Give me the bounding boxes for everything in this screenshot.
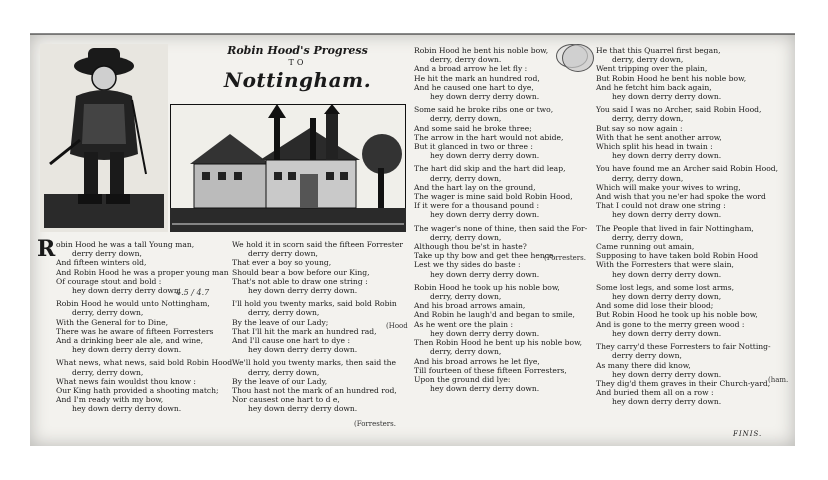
verse-line: And some did lose their blood; xyxy=(596,301,714,311)
verse-line: But it glanced in two or three : xyxy=(414,142,533,152)
verse-line: And the hart lay on the ground, xyxy=(414,182,536,192)
verse-line: hey down derry derry down. xyxy=(612,151,722,161)
verse-line: And buried them all on a row : xyxy=(596,388,714,398)
verse-line: You said I was no Archer, said Robin Hood, xyxy=(596,105,762,115)
verse-line: Thou hast not the mark of an hundred rod, xyxy=(232,386,397,396)
verse-line: hey down derry derry down. xyxy=(612,397,722,407)
verse-line: derry, derry down, xyxy=(430,173,502,183)
margin-note-forresters-1: (Forresters. xyxy=(354,420,396,428)
verse-line: And I'll cause one hart to dye : xyxy=(232,336,351,346)
verse-line: hey down derry derry down. xyxy=(612,269,722,279)
verse-line: There was he aware of fifteen Forresters xyxy=(56,326,214,336)
verse-line: Of courage stout and bold : xyxy=(56,276,162,286)
verse-line: We hold it in scorn said the fifteen Forrester xyxy=(232,240,403,249)
title-line-3: Nottingham. xyxy=(223,68,372,92)
verse-line: By the leave of our Lady, xyxy=(232,376,328,386)
verse-line: derry derry down, xyxy=(248,249,318,259)
verse-line: obin Hood he was a tall Young man, xyxy=(56,240,195,249)
handwritten-note: 4.5 / 4.7 xyxy=(176,288,210,297)
verse-line: That's not able to draw one string : xyxy=(232,276,368,286)
margin-note-ham: (ham. xyxy=(768,376,789,384)
margin-note-hood: (Hood xyxy=(386,322,408,330)
verse-line: And his broad arrows he let flye, xyxy=(414,356,540,366)
verse-line: hey down derry derry down. xyxy=(612,210,722,220)
verse-line: As he went ore the plain : xyxy=(414,319,514,329)
verse-line: And Robin he laugh'd and began to smile, xyxy=(414,310,575,320)
verse-line: And wish that you ne'er had spoke the word xyxy=(596,192,766,202)
verse-line: What news, what news, said bold Robin Hood xyxy=(56,358,233,368)
verse-line: hey down derry derry down. xyxy=(430,92,540,102)
verse-line: That I could not draw one string : xyxy=(596,201,726,211)
verse-line: derry, derry down, xyxy=(248,308,320,318)
title-line-2: TO xyxy=(288,58,307,67)
verse-line: The People that lived in fair Nottingham, xyxy=(596,223,754,233)
title-line-1: Robin Hood's Progress xyxy=(227,44,368,57)
verse-line: With the Forresters that were slain, xyxy=(596,260,734,270)
verse-line: Lest we thy sides do baste : xyxy=(414,260,521,270)
verse-line: And is gone to the merry green wood : xyxy=(596,319,745,329)
verse-line: With that he sent another arrow, xyxy=(596,132,722,142)
verse-line: The wager is mine said bold Robin Hood, xyxy=(414,192,573,202)
verse-line: hey down derry derry down. xyxy=(430,269,540,279)
verse-line: Take up thy bow and get thee hence, xyxy=(414,251,556,261)
verse-line: hey down derry derry down. xyxy=(430,210,540,220)
verse-line: But Robin Hood he took up his noble bow, xyxy=(596,310,758,320)
verse-line: He hit the mark an hundred rod, xyxy=(414,73,540,83)
verse-line: hey down derry derry down. xyxy=(430,328,540,338)
verse-line: And fifteen winters old, xyxy=(56,258,147,268)
verse-line: And his broad arrows amain, xyxy=(414,301,526,311)
verse-line: Then Robin Hood he bent up his noble bow, xyxy=(414,338,583,348)
verse-line: hey down derry derry down. xyxy=(72,404,182,414)
verse-line: By the leave of our Lady; xyxy=(232,317,329,327)
verse-line: Till fourteen of these fifteen Forresters, xyxy=(414,365,567,375)
verse-line: derry, derry down, xyxy=(612,55,684,65)
verse-line: Robin Hood he bent his noble bow, xyxy=(414,46,549,55)
margin-note-forresters-2: (Forresters. xyxy=(544,254,586,262)
verse-line: That I'll hit the mark an hundred rad, xyxy=(232,326,377,336)
verse-line: derry, derry down, xyxy=(612,114,684,124)
verse-line: They dig'd them graves in their Church-yard, xyxy=(596,378,771,388)
verse-line: I'll hold you twenty marks, said bold Robin xyxy=(232,299,397,309)
verse-line: derry, derry down, xyxy=(612,232,684,242)
verse-line: hey down derry derry down. xyxy=(248,404,358,414)
verse-line: hey down derry derry down, xyxy=(612,292,722,302)
verse-line: Robin Hood he took up his noble bow, xyxy=(414,282,560,292)
verse-line: Upon the ground did lye: xyxy=(414,374,511,384)
verse-line: hey down derry derry down. xyxy=(430,384,540,394)
ballad-title xyxy=(210,44,385,92)
verse-line: derry, derry down, xyxy=(430,114,502,124)
verse-line: The arrow in the hart would not abide, xyxy=(414,132,564,142)
verse-line: If it were for a thousand pound : xyxy=(414,201,540,211)
verse-line: And a broad arrow he let fly : xyxy=(414,64,528,74)
verse-line: derry, derry down, xyxy=(72,367,144,377)
verse-line: derry, derry down, xyxy=(430,347,502,357)
verse-line: derry, derry down. xyxy=(430,55,502,65)
verse-line: Nor causest one hart to d e, xyxy=(232,395,340,405)
robin-hood-woodcut xyxy=(40,44,168,232)
verse-line: derry, derry down, xyxy=(430,292,502,302)
verse-line: But say so now again : xyxy=(596,123,683,133)
verse-line: derry derry down, xyxy=(72,249,142,259)
nottingham-town-woodcut xyxy=(170,104,406,232)
finis-mark: FINIS. xyxy=(733,430,763,438)
verse-line: We'll hold you twenty marks, then said the xyxy=(232,358,397,368)
verse-line: The hart did skip and the hart did leap, xyxy=(414,164,566,174)
verse-line: hey down derry derry down. xyxy=(72,286,182,296)
verse-line: That ever a boy so young, xyxy=(232,258,332,268)
verse-line: derry, derry down, xyxy=(72,308,144,318)
verse-line: As many there did know, xyxy=(596,360,691,370)
verse-line: They carry'd these Forresters to fair Notting- xyxy=(596,342,771,352)
verse-line: What news fain wouldst thou know : xyxy=(56,376,196,386)
verse-line: And he caused one hart to dye, xyxy=(414,82,534,92)
verse-column-3 xyxy=(414,46,587,393)
verse-line: hey down derry derry down. xyxy=(72,345,182,355)
verse-line: derry, derry down, xyxy=(612,173,684,183)
verse-line: And a drinking beer ale ale, and wine, xyxy=(56,336,204,346)
verse-line: You have found me an Archer said Robin Hood, xyxy=(596,164,779,174)
drop-cap: R xyxy=(37,236,56,262)
verse-line: hey down derry derry down. xyxy=(430,151,540,161)
verse-column-4 xyxy=(596,46,778,407)
verse-line: Should bear a bow before our King, xyxy=(232,267,370,277)
verse-line: hey down derry derry down. xyxy=(248,345,358,355)
verse-line: hey down derry derry down. xyxy=(612,92,722,102)
verse-line: And some said he broke three; xyxy=(414,123,532,133)
verse-line: hey down derry derry down. xyxy=(248,286,358,296)
verse-line: Our King hath provided a shooting match; xyxy=(56,386,219,396)
verse-line: He that this Quarrel first began, xyxy=(596,46,721,55)
verse-line: But Robin Hood he bent his noble bow, xyxy=(596,73,747,83)
sheet-top-edge xyxy=(30,33,795,35)
verse-line: derry derry down, xyxy=(612,351,682,361)
verse-line: Some said he broke ribs one or two, xyxy=(414,105,554,115)
verse-line: The wager's none of thine, then said the For- xyxy=(414,223,588,233)
verse-line: Supposing to have taken bold Robin Hood xyxy=(596,251,759,261)
verse-line: And I'm ready with my bow, xyxy=(56,395,164,405)
verse-line: derry, derry down, xyxy=(248,367,320,377)
verse-line: And Robin Hood he was a proper young man xyxy=(56,267,229,277)
verse-line: With the General for to Dine, xyxy=(56,317,169,327)
verse-column-2 xyxy=(232,240,403,414)
verse-line: hey down derry derry down. xyxy=(612,328,722,338)
verse-line: Which will make your wives to wring, xyxy=(596,182,741,192)
verse-line: And he fetcht him back again, xyxy=(596,82,712,92)
verse-line: Went tripping over the plain, xyxy=(596,64,708,74)
verse-line: Robin Hood he would unto Nottingham, xyxy=(56,299,210,309)
verse-column-1 xyxy=(56,240,232,414)
verse-line: Came running out amain, xyxy=(596,242,695,252)
verse-line: Which split his head in twain : xyxy=(596,142,713,152)
verse-line: Some lost legs, and some lost arms, xyxy=(596,282,735,292)
verse-line: hey down derry derry down. xyxy=(612,369,722,379)
verse-line: Although thou be'st in haste? xyxy=(414,242,527,252)
verse-line: derry, derry down, xyxy=(430,232,502,242)
